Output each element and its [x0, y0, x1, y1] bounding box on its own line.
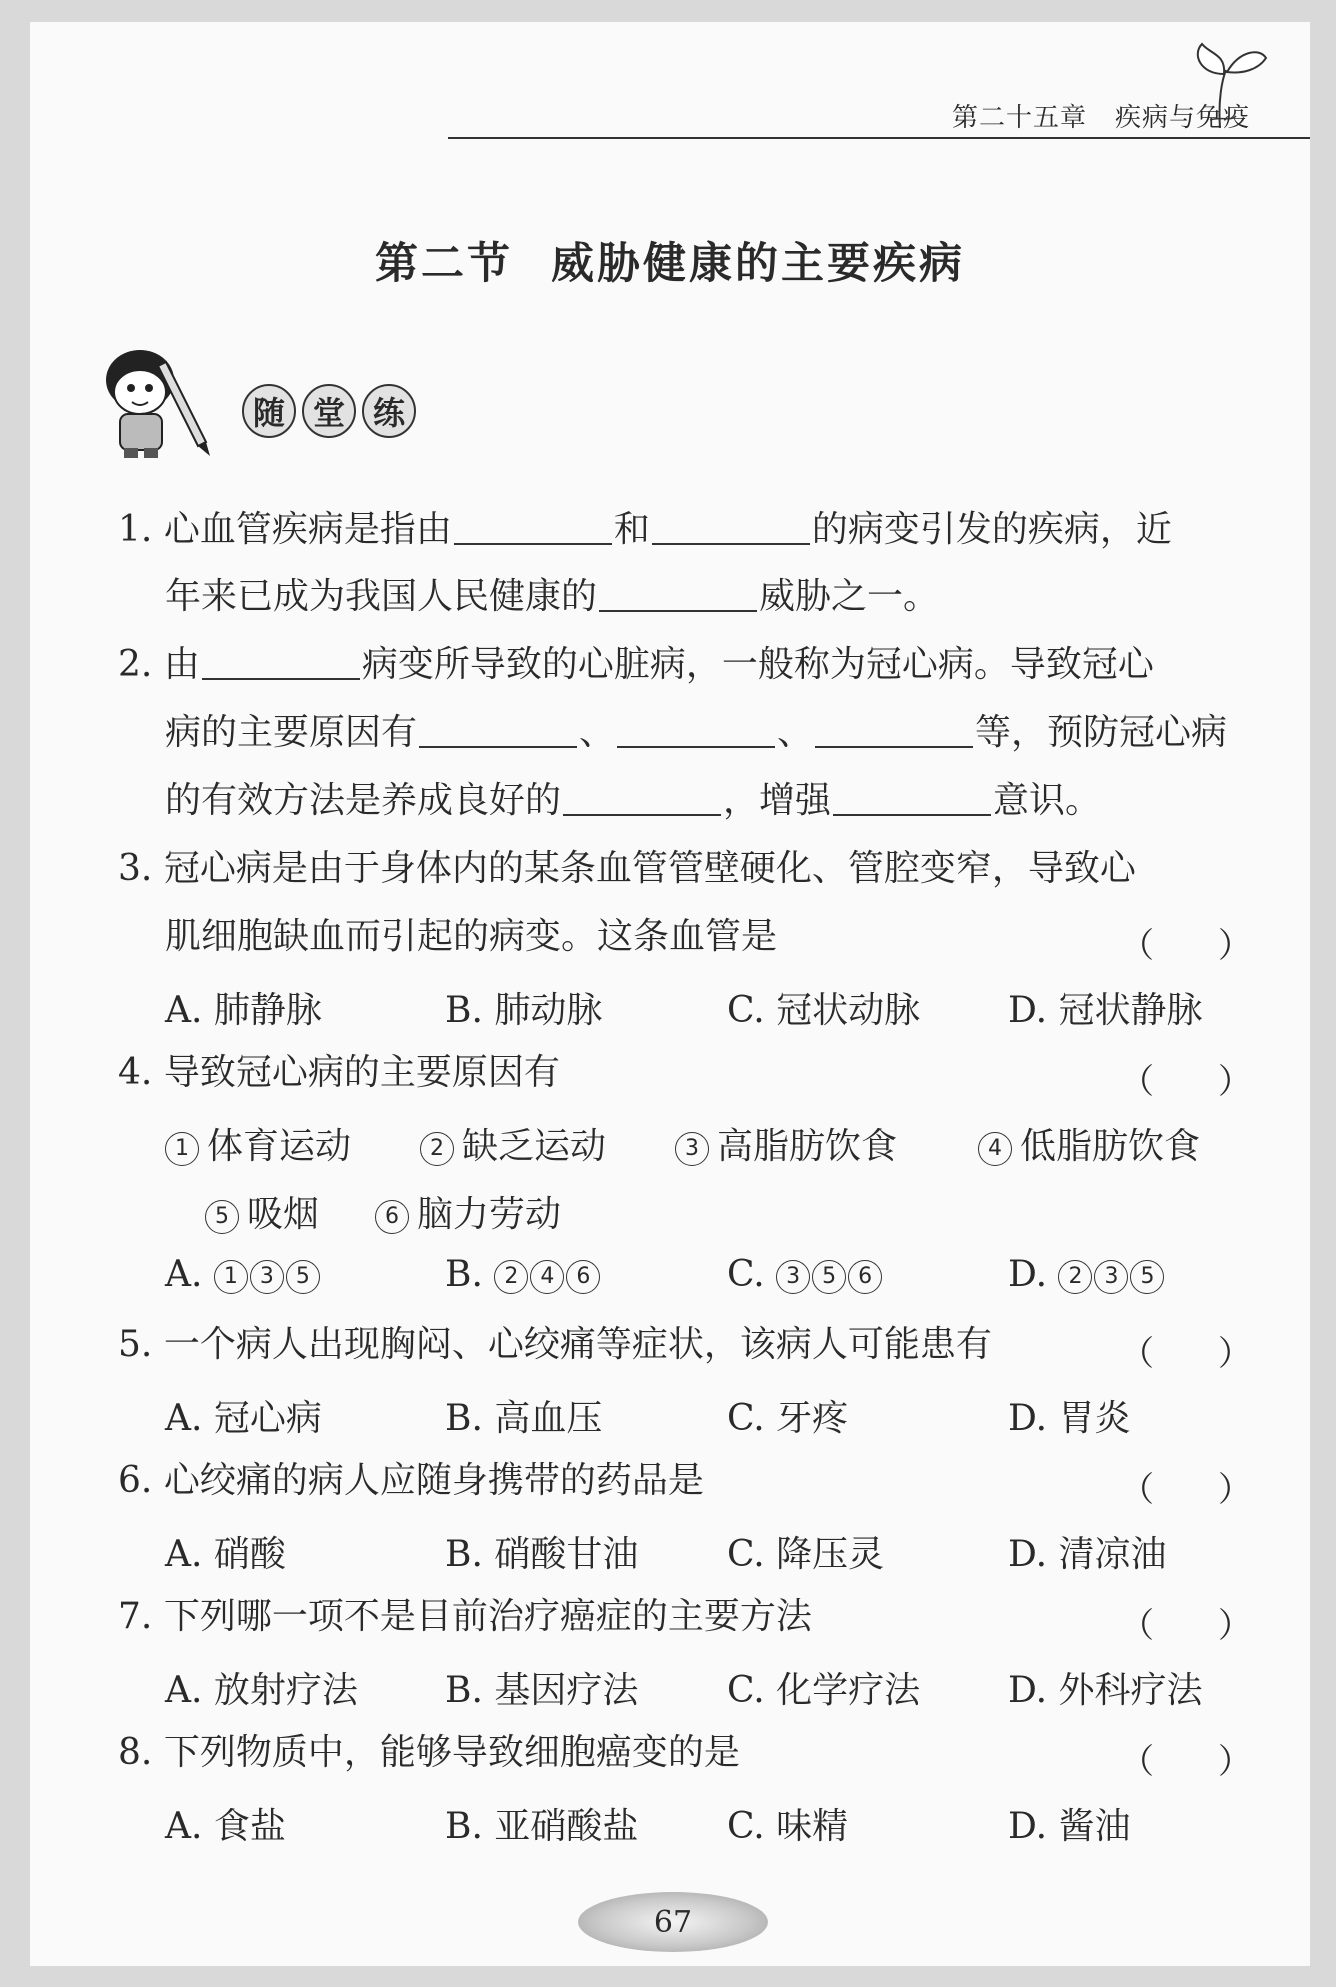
q4-text: 导致冠心病的主要原因有 — [163, 1052, 560, 1093]
paren-open: （ — [1120, 1334, 1154, 1374]
option-letter: A. — [165, 1254, 203, 1295]
option-letter: D. — [1008, 1254, 1048, 1295]
q2-separator: 、 — [579, 712, 616, 753]
q6-answer-paren[interactable] — [1120, 1462, 1252, 1511]
q3-option-d[interactable]: D. 冠状静脉 — [1008, 990, 1203, 1031]
circled-number: 5 — [1130, 1260, 1164, 1294]
q2-blank-5[interactable] — [563, 780, 721, 816]
q5-text: 一个病人出现胸闷、心绞痛等症状，该病人可能患有 — [163, 1324, 992, 1365]
q8-number: 8. — [118, 1732, 153, 1773]
q6-line-1 — [118, 1458, 704, 1504]
paren-close: ） — [1218, 1742, 1252, 1782]
q2-separator: 、 — [777, 712, 814, 753]
q4-item-6 — [375, 1186, 561, 1237]
practice-badge: 随 — [242, 384, 296, 438]
q7-option-a[interactable]: A. 放射疗法 — [165, 1670, 358, 1711]
paren-open: （ — [1120, 926, 1154, 966]
q2-text: 等，预防冠心病 — [975, 712, 1228, 753]
circled-number: 3 — [250, 1260, 284, 1294]
q5-answer-paren[interactable] — [1120, 1326, 1252, 1375]
q7-option-d[interactable]: D. 外科疗法 — [1008, 1670, 1203, 1711]
circled-number: 6 — [375, 1200, 409, 1234]
q2-text: 由 — [163, 644, 200, 685]
q1-text: 的病变引发的疾病，近 — [811, 509, 1172, 550]
q6-option-a[interactable]: A. 硝酸 — [165, 1534, 286, 1575]
circled-number: 2 — [494, 1260, 528, 1294]
paren-close: ） — [1218, 1606, 1252, 1646]
paren-close: ） — [1218, 926, 1252, 966]
q2-text: ，增强 — [723, 780, 832, 821]
paren-close: ） — [1218, 1470, 1252, 1510]
q7-option-c[interactable]: C. 化学疗法 — [727, 1670, 921, 1711]
paren-open: （ — [1120, 1470, 1154, 1510]
q2-text: 病的主要原因有 — [165, 712, 418, 753]
q4-item-2 — [420, 1118, 606, 1169]
q5-number: 5. — [118, 1324, 153, 1365]
option-letter: B. — [445, 1254, 483, 1295]
circled-number: 1 — [165, 1132, 199, 1166]
q7-option-b[interactable]: B. 基因疗法 — [445, 1670, 639, 1711]
page-title — [30, 230, 1310, 291]
q2-line-3 — [165, 778, 1101, 824]
q4-number: 4. — [118, 1052, 153, 1093]
q4-option-d[interactable] — [1008, 1254, 1166, 1295]
item-text: 体育运动 — [207, 1126, 352, 1167]
q5-option-c[interactable]: C. 牙疼 — [727, 1398, 849, 1439]
q4-line-1 — [118, 1050, 560, 1096]
q1-text: 威胁之一。 — [759, 576, 940, 617]
q5-option-a[interactable]: A. 冠心病 — [165, 1398, 322, 1439]
q3-text: 冠心病是由于身体内的某条血管管壁硬化、管腔变窄，导致心 — [163, 848, 1136, 889]
section-name: 威胁健康的主要疾病 — [551, 239, 965, 289]
header-rule — [448, 137, 1310, 139]
q2-blank-6[interactable] — [833, 780, 991, 816]
q4-item-1 — [165, 1118, 351, 1169]
practice-badges — [242, 384, 416, 438]
q1-number: 1. — [118, 509, 153, 550]
q3-answer-paren[interactable] — [1120, 918, 1252, 967]
q3-line-1 — [118, 846, 1136, 892]
q6-option-c[interactable]: C. 降压灵 — [727, 1534, 885, 1575]
circled-number: 2 — [1058, 1260, 1092, 1294]
paren-close: ） — [1218, 1334, 1252, 1374]
q1-line-2 — [165, 574, 939, 620]
item-text: 高脂肪饮食 — [717, 1126, 898, 1167]
circled-number: 5 — [286, 1260, 320, 1294]
workbook-page — [30, 22, 1310, 1966]
q3-option-a[interactable]: A. 肺静脉 — [165, 990, 322, 1031]
q5-option-d[interactable]: D. 胃炎 — [1008, 1398, 1131, 1439]
q1-text: 心血管疾病是指由 — [163, 509, 452, 550]
q1-text: 年来已成为我国人民健康的 — [165, 576, 598, 617]
q7-number: 7. — [118, 1596, 153, 1637]
q7-line-1 — [118, 1594, 812, 1640]
option-letter: C. — [727, 1254, 765, 1295]
circled-number: 3 — [1094, 1260, 1128, 1294]
q2-line-2 — [165, 710, 1227, 756]
item-text: 缺乏运动 — [462, 1126, 607, 1167]
item-text: 低脂肪饮食 — [1020, 1126, 1201, 1167]
student-mascot-icon — [88, 342, 238, 462]
q2-text: 意识。 — [993, 780, 1102, 821]
q2-blank-4[interactable] — [815, 712, 973, 748]
circled-number: 1 — [214, 1260, 248, 1294]
q1-text: 和 — [613, 509, 650, 550]
q2-text: 的有效方法是养成良好的 — [165, 780, 562, 821]
paren-close: ） — [1218, 1062, 1252, 1102]
circled-number: 2 — [420, 1132, 454, 1166]
q2-number: 2. — [118, 644, 153, 685]
q8-option-a[interactable]: A. 食盐 — [165, 1806, 286, 1847]
q8-option-b[interactable]: B. 亚硝酸盐 — [445, 1806, 639, 1847]
q1-blank-3[interactable] — [599, 576, 757, 612]
circled-number: 3 — [776, 1260, 810, 1294]
q1-line-1 — [118, 507, 1172, 553]
q3-option-c[interactable]: C. 冠状动脉 — [727, 990, 921, 1031]
q8-option-d[interactable]: D. 酱油 — [1008, 1806, 1131, 1847]
q3-line-2: 肌细胞缺血而引起的病变。这条血管是 — [165, 916, 778, 957]
q2-blank-3[interactable] — [617, 712, 775, 748]
item-text: 脑力劳动 — [417, 1194, 562, 1235]
sprout-icon — [1180, 40, 1270, 130]
paren-open: （ — [1120, 1606, 1154, 1646]
q4-option-a[interactable] — [165, 1254, 322, 1295]
page-number: 67 — [578, 1892, 768, 1952]
q7-text: 下列哪一项不是目前治疗癌症的主要方法 — [163, 1596, 812, 1637]
q1-blank-2[interactable] — [652, 509, 810, 545]
q2-blank-2[interactable] — [419, 712, 577, 748]
q8-line-1 — [118, 1730, 740, 1776]
chapter-topic: 疾病与免疫 — [1114, 103, 1250, 133]
q3-option-b[interactable]: B. 肺动脉 — [445, 990, 603, 1031]
q4-option-b[interactable] — [445, 1254, 602, 1295]
q6-number: 6. — [118, 1460, 153, 1501]
q3-number: 3. — [118, 848, 153, 889]
paren-open: （ — [1120, 1742, 1154, 1782]
circled-number: 5 — [205, 1200, 239, 1234]
circled-number: 6 — [848, 1260, 882, 1294]
q8-answer-paren[interactable] — [1120, 1734, 1252, 1783]
circled-number: 5 — [812, 1260, 846, 1294]
item-text: 吸烟 — [247, 1194, 320, 1235]
circled-number: 3 — [675, 1132, 709, 1166]
circled-number: 4 — [530, 1260, 564, 1294]
circled-number: 6 — [566, 1260, 600, 1294]
q2-blank-1[interactable] — [202, 644, 360, 680]
circled-number: 4 — [978, 1132, 1012, 1166]
q4-item-5 — [205, 1186, 319, 1237]
practice-badge: 练 — [362, 384, 416, 438]
section-label: 第二节 — [375, 239, 513, 289]
q4-item-4 — [978, 1118, 1200, 1169]
q4-item-3 — [675, 1118, 897, 1169]
q8-option-c[interactable]: C. 味精 — [727, 1806, 849, 1847]
q6-option-d[interactable]: D. 清凉油 — [1008, 1534, 1167, 1575]
q1-blank-1[interactable] — [454, 509, 612, 545]
q5-option-b[interactable]: B. 高血压 — [445, 1398, 603, 1439]
chapter-label: 第二十五章 — [951, 103, 1087, 133]
practice-badge: 堂 — [302, 384, 356, 438]
q4-answer-paren[interactable] — [1120, 1054, 1252, 1103]
paren-open: （ — [1120, 1062, 1154, 1102]
q6-text: 心绞痛的病人应随身携带的药品是 — [163, 1460, 704, 1501]
q7-answer-paren[interactable] — [1120, 1598, 1252, 1647]
q6-option-b[interactable]: B. 硝酸甘油 — [445, 1534, 639, 1575]
q5-line-1 — [118, 1322, 992, 1368]
q2-text: 病变所导致的心脏病，一般称为冠心病。导致冠心 — [361, 644, 1154, 685]
q4-option-c[interactable] — [727, 1254, 884, 1295]
q2-line-1 — [118, 642, 1154, 688]
q8-text: 下列物质中，能够导致细胞癌变的是 — [163, 1732, 740, 1773]
